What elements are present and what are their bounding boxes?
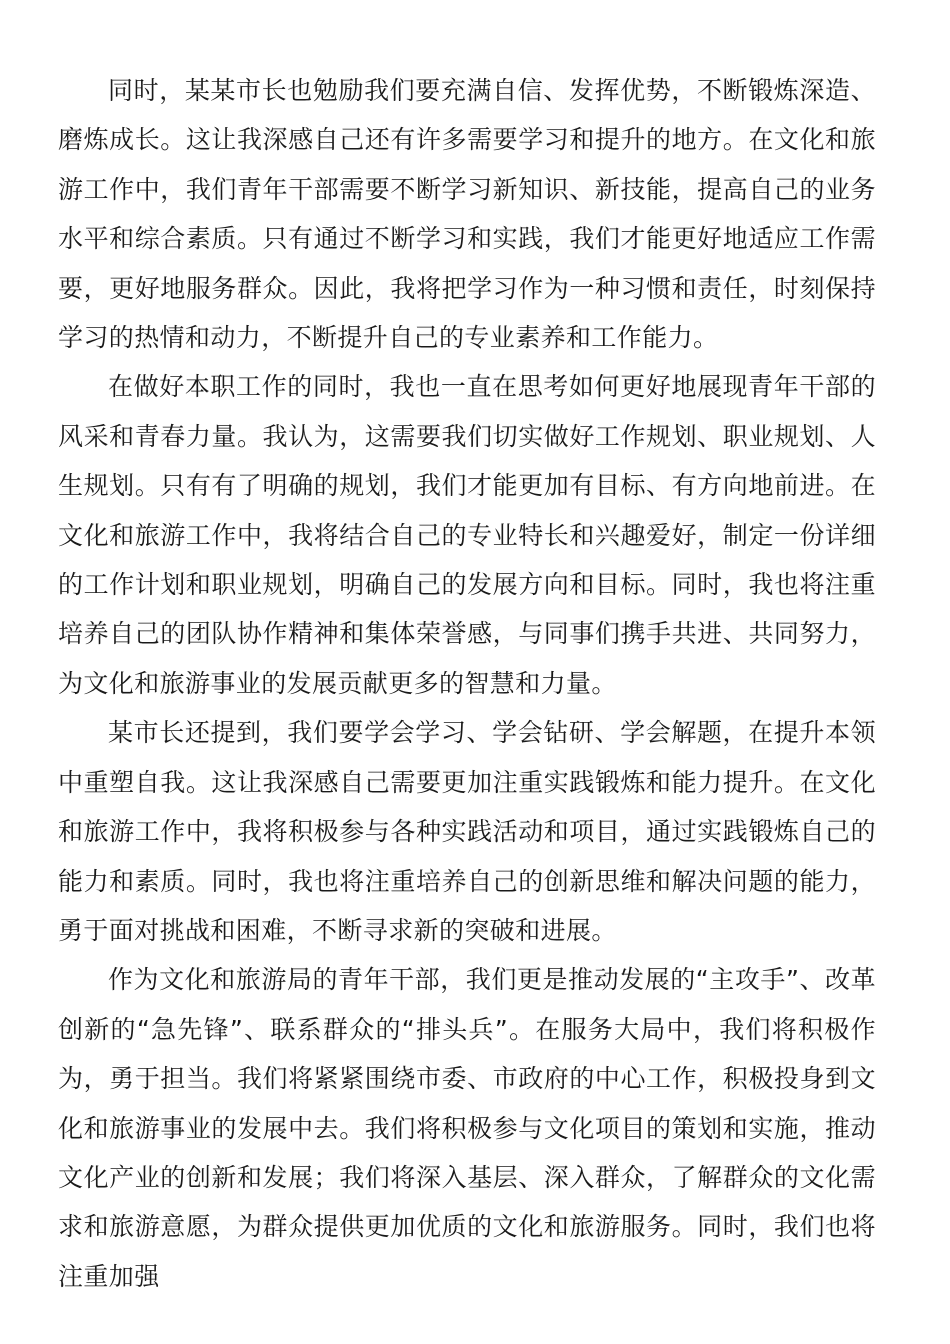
paragraph-2: 在做好本职工作的同时，我也一直在思考如何更好地展现青年干部的风采和青春力量。我认为，这需要我们切实做好工作规划、职业规划、人生规划。只有有了明确的规划，我们才能更加有目标、有方向地前进。在文化和旅游工作中，我将结合自己的专业特长和兴趣爱好，制定一份详细的工作计划和职业规划，明确自己的发展方向和目标。同时，我也将注重培养自己的团队协作精神和集体荣誉感，与同事们携手共进、共同努力，为文化和旅游事业的发展贡献更多的智慧和力量。	[58, 372, 876, 698]
paragraph-1: 同时，某某市长也勉励我们要充满自信、发挥优势，不断锻炼深造、磨炼成长。这让我深感自己还有许多需要学习和提升的地方。在文化和旅游工作中，我们青年干部需要不断学习新知识、新技能，提高自己的业务水平和综合素质。只有通过不断学习和实践，我们才能更好地适应工作需要，更好地服务群众。因此，我将把学习作为一种习惯和责任，时刻保持学习的热情和动力，不断提升自己的专业素养和工作能力。	[58, 76, 876, 353]
document-body	[58, 66, 876, 1301]
paragraph-3: 某市长还提到，我们要学会学习、学会钻研、学会解题，在提升本领中重塑自我。这让我深感自己需要更加注重实践锻炼和能力提升。在文化和旅游工作中，我将积极参与各种实践活动和项目，通过实践锻炼自己的能力和素质。同时，我也将注重培养自己的创新思维和解决问题的能力，勇于面对挑战和困难，不断寻求新的突破和进展。	[58, 718, 876, 945]
paragraph-4: 作为文化和旅游局的青年干部，我们更是推动发展的“主攻手”、改革创新的“急先锋”、联系群众的“排头兵”。在服务大局中，我们将积极作为，勇于担当。我们将紧紧围绕市委、市政府的中心工作，积极投身到文化和旅游事业的发展中去。我们将积极参与文化项目的策划和实施，推动文化产业的创新和发展；我们将深入基层、深入群众，了解群众的文化需求和旅游意愿，为群众提供更加优质的文化和旅游服务。同时，我们也将注重加强	[58, 965, 876, 1291]
